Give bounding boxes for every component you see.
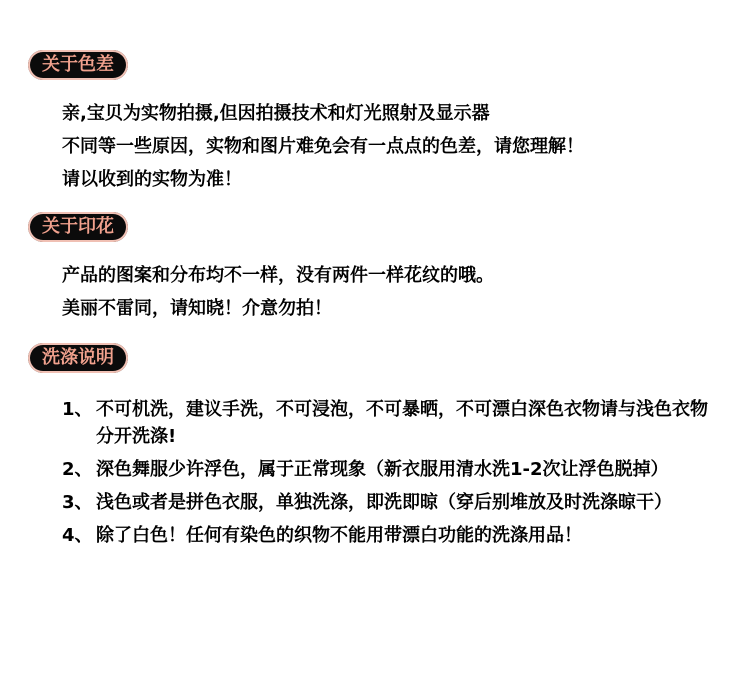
washing-item-text: 深色舞服少许浮色，属于正常现象（新衣服用清水洗1-2次让浮色脱掉） [96, 459, 669, 480]
color-diff-line: 亲,宝贝为实物拍摄,但因拍摄技术和灯光照射及显示器 [62, 103, 490, 124]
printing-line: 美丽不雷同，请知晓！介意勿拍！ [62, 298, 332, 319]
printing-text [62, 262, 494, 322]
printing-line: 产品的图案和分布均不一样，没有两件一样花纹的哦。 [62, 265, 494, 286]
washing-item [62, 489, 716, 516]
color-diff-line: 请以收到的实物为准！ [62, 169, 242, 190]
washing-item [62, 456, 716, 483]
washing-item-number: 1、 [62, 399, 93, 420]
washing-item [62, 522, 716, 549]
washing-item-number: 4、 [62, 525, 93, 546]
printing-title: 关于印花 [28, 212, 128, 242]
washing-item [62, 396, 716, 450]
color-diff-line: 不同等一些原因，实物和图片难免会有一点点的色差，请您理解！ [62, 136, 584, 157]
washing-list [62, 396, 716, 555]
washing-item-text: 除了白色！任何有染色的织物不能用带漂白功能的洗涤用品！ [96, 525, 582, 546]
color-diff-text [62, 100, 584, 193]
washing-item-number: 3、 [62, 492, 93, 513]
washing-item-text: 不可机洗，建议手洗，不可浸泡，不可暴晒，不可漂白深色衣物请与浅色衣物分开洗涤! [96, 399, 708, 447]
washing-title: 洗涤说明 [28, 343, 128, 373]
color-diff-title: 关于色差 [28, 50, 128, 80]
washing-item-number: 2、 [62, 459, 93, 480]
washing-item-text: 浅色或者是拼色衣服，单独洗涤，即洗即晾（穿后别堆放及时洗涤晾干） [96, 492, 672, 513]
